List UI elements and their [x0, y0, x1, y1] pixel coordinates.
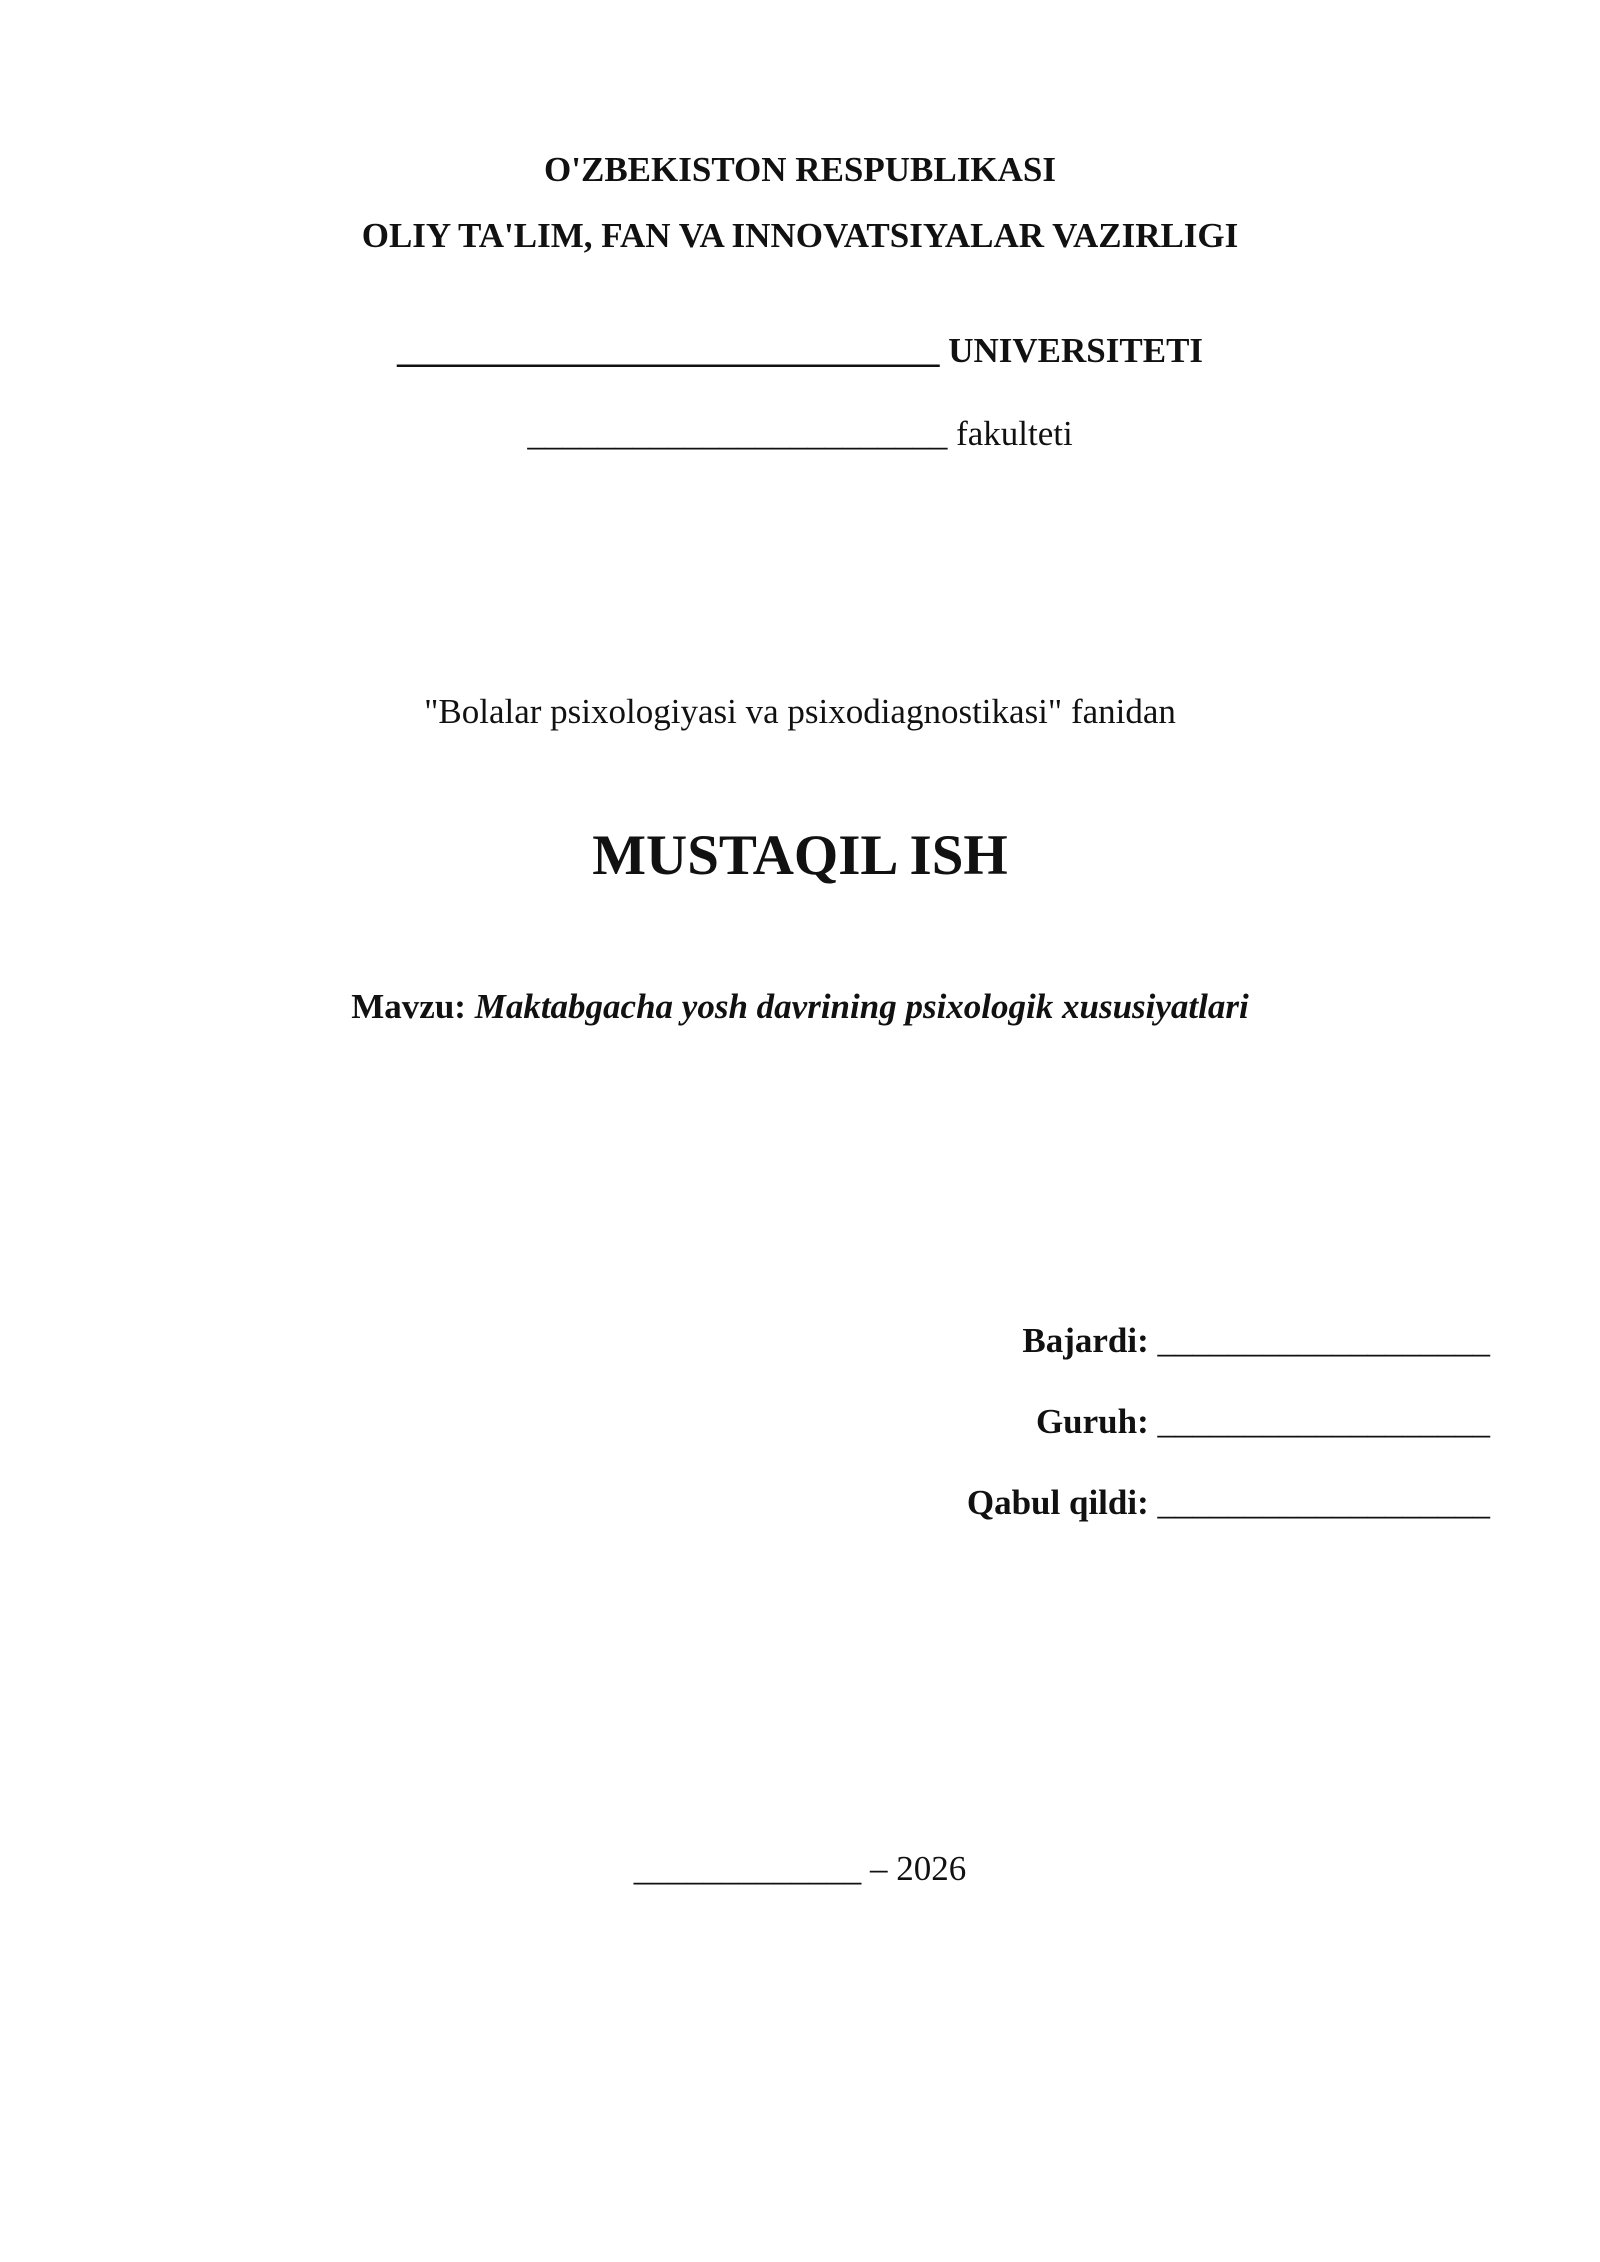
- university-line: [0, 331, 1600, 371]
- place-year-line: [0, 1849, 1600, 1889]
- document-title: MUSTAQIL ISH: [592, 824, 1008, 887]
- faculty-label: fakulteti: [956, 414, 1073, 453]
- year-text: – 2026: [870, 1849, 967, 1888]
- university-blank: _______________________________: [396, 331, 940, 370]
- signature-row-bajardi: [590, 1321, 1490, 1361]
- signature-label: Bajardi:: [1022, 1321, 1149, 1360]
- signature-row-qabul-qildi: [590, 1483, 1490, 1523]
- subject-line: "Bolalar psixologiyasi va psixodiagnostikasi" fanidan: [424, 692, 1176, 731]
- topic-line: [0, 987, 1600, 1027]
- faculty-line: [0, 414, 1600, 454]
- signature-row-guruh: [590, 1402, 1490, 1442]
- faculty-blank: ________________________: [527, 414, 948, 453]
- signature-label: Guruh:: [1035, 1402, 1149, 1441]
- signature-blank: ___________________: [1157, 1402, 1490, 1441]
- university-label: UNIVERSITETI: [948, 331, 1204, 370]
- signature-label: Qabul qildi:: [966, 1483, 1149, 1522]
- place-blank: _____________: [633, 1849, 862, 1888]
- topic-label: Mavzu:: [351, 987, 466, 1026]
- signature-blank: ___________________: [1157, 1483, 1490, 1522]
- topic-value: Maktabgacha yosh davrining psixologik xususiyatlari: [474, 987, 1249, 1026]
- republic-heading: O'ZBEKISTON RESPUBLIKASI: [544, 150, 1056, 189]
- ministry-heading: OLIY TA'LIM, FAN VA INNOVATSIYALAR VAZIRLIGI: [361, 216, 1239, 255]
- signature-blank: ___________________: [1157, 1321, 1490, 1360]
